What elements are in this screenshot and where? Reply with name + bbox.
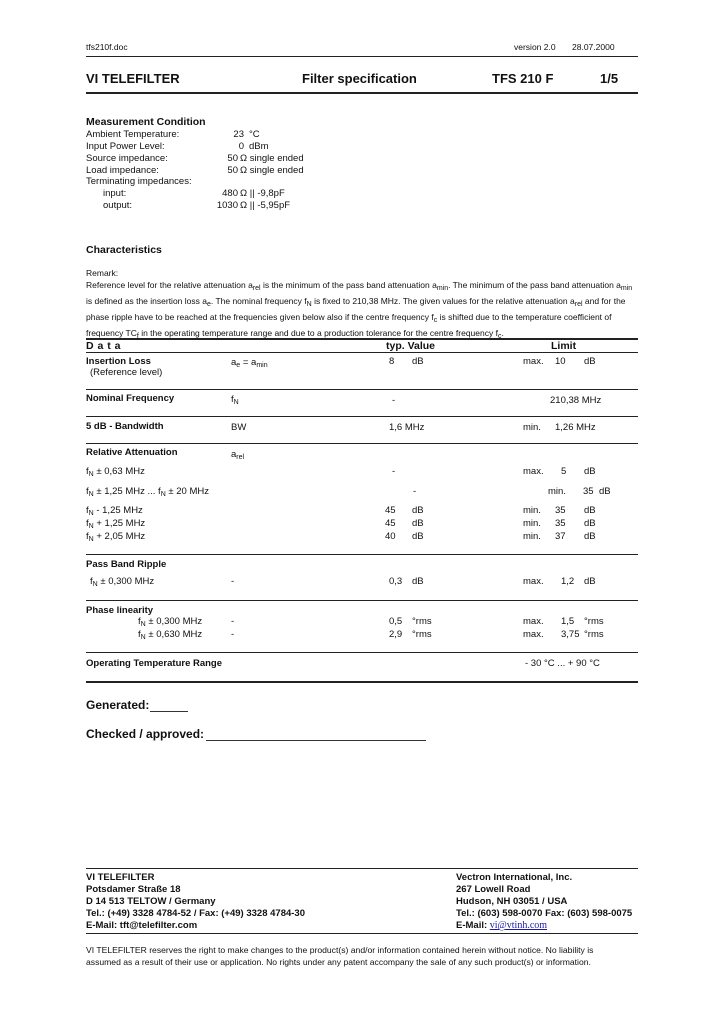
typ-unit: dB: [412, 505, 424, 516]
param-name: Phase linearity: [86, 605, 154, 616]
meas-label: output:: [103, 200, 133, 211]
condition: $f_N \pm 0,63$ MHz: [86, 466, 145, 478]
typ-value: -: [392, 466, 396, 477]
meas-label: Ambient Temperature:: [86, 129, 180, 140]
limit-value: - 30 °C ... + 90 °C: [525, 658, 600, 669]
doc-filename: tfs210f.doc: [86, 42, 128, 52]
limit-value: 37: [555, 531, 566, 542]
condition: $f_N \pm 1,25$ MHz ... $f_N \pm 20$ MHz: [86, 486, 209, 498]
param-symbol: $f_N$: [231, 394, 239, 406]
row-rule: [86, 652, 638, 653]
disclaimer-line: VI TELEFILTER reserves the right to make changes to the product(s) and/or information contained herein without notice. No liability is: [86, 945, 594, 955]
remark-line: frequency $TC_f$ in the operating temperature range and due to a production tolerance for the centre frequency $f_c$.: [86, 328, 504, 340]
footer-line: Hudson, NH 03051 / USA: [456, 896, 568, 907]
limit-qualifier: min.: [523, 422, 541, 433]
typ-value: 1,6 MHz: [389, 422, 425, 433]
limit-unit: dB: [584, 356, 596, 367]
param-name: Pass Band Ripple: [86, 559, 167, 570]
limit-value: 1,2: [561, 576, 575, 587]
footer-line: D 14 513 TELTOW / Germany: [86, 896, 216, 907]
typ-unit: °rms: [412, 629, 432, 640]
row-rule: [86, 389, 638, 390]
condition: $f_N + 2,05$ MHz: [86, 531, 146, 543]
table-head-rule: [86, 352, 638, 353]
param-name: Operating Temperature Range: [86, 658, 223, 669]
typ-unit: °rms: [412, 616, 432, 627]
limit-value: 210,38 MHz: [550, 395, 602, 406]
limit-unit: dB: [584, 531, 596, 542]
table-head-limit: Limit: [551, 340, 577, 352]
table-bottom-rule: [86, 681, 638, 683]
meas-label: Input Power Level:: [86, 141, 165, 152]
meas-unit: Ω || -5,95pF: [240, 200, 291, 211]
limit-value: 5: [561, 466, 567, 477]
meas-value: 480: [222, 188, 238, 199]
typ-unit: dB: [412, 576, 424, 587]
typ-value: 40: [385, 531, 396, 542]
page-title: Filter specification: [302, 71, 417, 86]
limit-qualifier: min.: [523, 505, 541, 516]
param-symbol: BW: [231, 422, 247, 433]
param-sub: (Reference level): [90, 367, 163, 378]
limit-value: 1,5: [561, 616, 575, 627]
param-name: Relative Attenuation: [86, 447, 178, 458]
limit-unit: °rms: [584, 629, 604, 640]
meas-unit: Ω single ended: [240, 165, 304, 176]
limit-value: 1,26 MHz: [555, 422, 596, 433]
limit-unit: dB: [584, 518, 596, 529]
limit-qualifier: max.: [523, 629, 544, 640]
param-symbol: -: [231, 629, 235, 640]
remark-line: Reference level for the relative attenuation $a_{rel}$ is the minimum of the pass band attenuation $a_{min}$. The minimum of the pass band attenuation $a_{min}$: [86, 280, 633, 292]
condition: $f_N \pm 0,630$ MHz: [138, 629, 203, 641]
meas-label: input:: [103, 188, 127, 199]
disclaimer-rule: [86, 933, 638, 934]
company-title: VI TELEFILTER: [86, 71, 180, 86]
typ-unit: dB: [412, 518, 424, 529]
part-number: TFS 210 F: [492, 71, 554, 86]
footer-rule: [86, 868, 638, 869]
measurement-heading: Measurement Condition: [86, 116, 206, 128]
footer-line: Potsdamer Straße 18: [86, 884, 181, 895]
meas-unit: Ω || -9,8pF: [240, 188, 285, 199]
limit-qualifier: max.: [523, 616, 544, 627]
meas-value: 1030: [216, 200, 238, 211]
table-head-data: D a t a: [86, 340, 122, 352]
limit-qualifier: max.: [523, 356, 544, 367]
limit-value: 35: [555, 518, 566, 529]
typ-unit: dB: [412, 531, 424, 542]
meas-unit: Ω single ended: [240, 153, 304, 164]
limit-qualifier: min.: [523, 518, 541, 529]
meas-label: Load impedance:: [86, 165, 159, 176]
meas-label: Terminating impedances:: [86, 176, 192, 187]
meas-value: 50: [227, 165, 238, 176]
table-head-typ: typ. Value: [386, 340, 436, 352]
condition: $f_N - 1,25$ MHz: [86, 505, 143, 517]
limit-unit: dB: [584, 505, 596, 516]
limit-qualifier: min.: [548, 486, 566, 497]
remark-line: is defined as the insertion loss $a_e$. The nominal frequency $f_N$ is fixed to 210,38 MHz. The given values for the relative attenuation $a_{rel}$ and for the: [86, 296, 626, 308]
meas-unit: °C: [249, 129, 260, 140]
title-rule: [86, 92, 638, 94]
condition: $f_N \pm 0,300$ MHz: [138, 616, 203, 628]
limit-unit: dB: [584, 466, 596, 477]
row-rule: [86, 416, 638, 417]
disclaimer-line: assumed as a result of their use or application. No rights under any patent accompany the sale of any such product(s) or information.: [86, 957, 591, 967]
param-name: Nominal Frequency: [86, 393, 175, 404]
characteristics-heading: Characteristics: [86, 244, 162, 256]
checked-label: Checked / approved:: [86, 727, 205, 741]
checked-signature-line: [206, 740, 426, 741]
condition: $f_N + 1,25$ MHz: [86, 518, 146, 530]
remark-paragraph: [86, 279, 638, 343]
typ-value: 45: [385, 518, 396, 529]
footer-line: Vectron International, Inc.: [456, 872, 573, 883]
limit-unit: dB: [584, 576, 596, 587]
limit-value: 3,75: [561, 629, 580, 640]
typ-value: 45: [385, 505, 396, 516]
doc-date: 28.07.2000: [572, 42, 615, 52]
limit-value: 10: [555, 356, 566, 367]
meas-label: Source impedance:: [86, 153, 168, 164]
meas-value: 0: [238, 141, 244, 152]
limit-qualifier: max.: [523, 576, 544, 587]
limit-value: 35: [555, 505, 566, 516]
meas-unit: dBm: [249, 141, 269, 152]
param-symbol: $a_{rel}$: [231, 449, 245, 461]
footer-email: E-Mail: vi@vtinh.com: [456, 920, 548, 931]
row-rule: [86, 443, 638, 444]
meas-value: 23: [233, 129, 244, 140]
param-symbol: $a_e = a_{min}$: [231, 357, 268, 369]
limit-qualifier: min.: [523, 531, 541, 542]
remark-line: phase ripple have to be reached at the frequencies given below also if the centre frequency $f_c$ is shifted due to the temperature coefficient of: [86, 312, 612, 324]
header-rule: [86, 56, 638, 57]
limit-value: 35: [583, 486, 594, 497]
condition: $f_N \pm 0,300$ MHz: [90, 576, 155, 588]
page-number: 1/5: [600, 71, 619, 86]
limit-unit: °rms: [584, 616, 604, 627]
param-name: Insertion Loss: [86, 356, 151, 367]
row-rule: [86, 554, 638, 555]
typ-value: 8: [389, 356, 395, 367]
footer-line: Tel.: (603) 598-0070 Fax: (603) 598-0075: [456, 908, 633, 919]
limit-qualifier: max.: [523, 466, 544, 477]
limit-unit: dB: [599, 486, 611, 497]
param-symbol: -: [231, 576, 235, 587]
typ-value: 0,3: [389, 576, 403, 587]
meas-value: 50: [227, 153, 238, 164]
email-link[interactable]: vi@vtinh.com: [489, 920, 548, 931]
generated-signature-line: [150, 711, 188, 712]
footer-line: 267 Lowell Road: [456, 884, 531, 895]
typ-value: -: [392, 395, 396, 406]
typ-value: -: [413, 486, 417, 497]
doc-version: version 2.0: [514, 42, 556, 52]
footer-line: E-Mail: tft@telefilter.com: [86, 920, 198, 931]
footer-line: Tel.: (+49) 3328 4784-52 / Fax: (+49) 3328 4784-30: [86, 908, 305, 919]
typ-value: 2,9: [389, 629, 403, 640]
row-rule: [86, 600, 638, 601]
typ-value: 0,5: [389, 616, 403, 627]
generated-label: Generated:: [86, 698, 150, 712]
param-name: 5 dB - Bandwidth: [86, 421, 164, 432]
footer-line: VI TELEFILTER: [86, 872, 155, 883]
param-symbol: -: [231, 616, 235, 627]
remark-label: Remark:: [86, 268, 119, 278]
typ-unit: dB: [412, 356, 424, 367]
